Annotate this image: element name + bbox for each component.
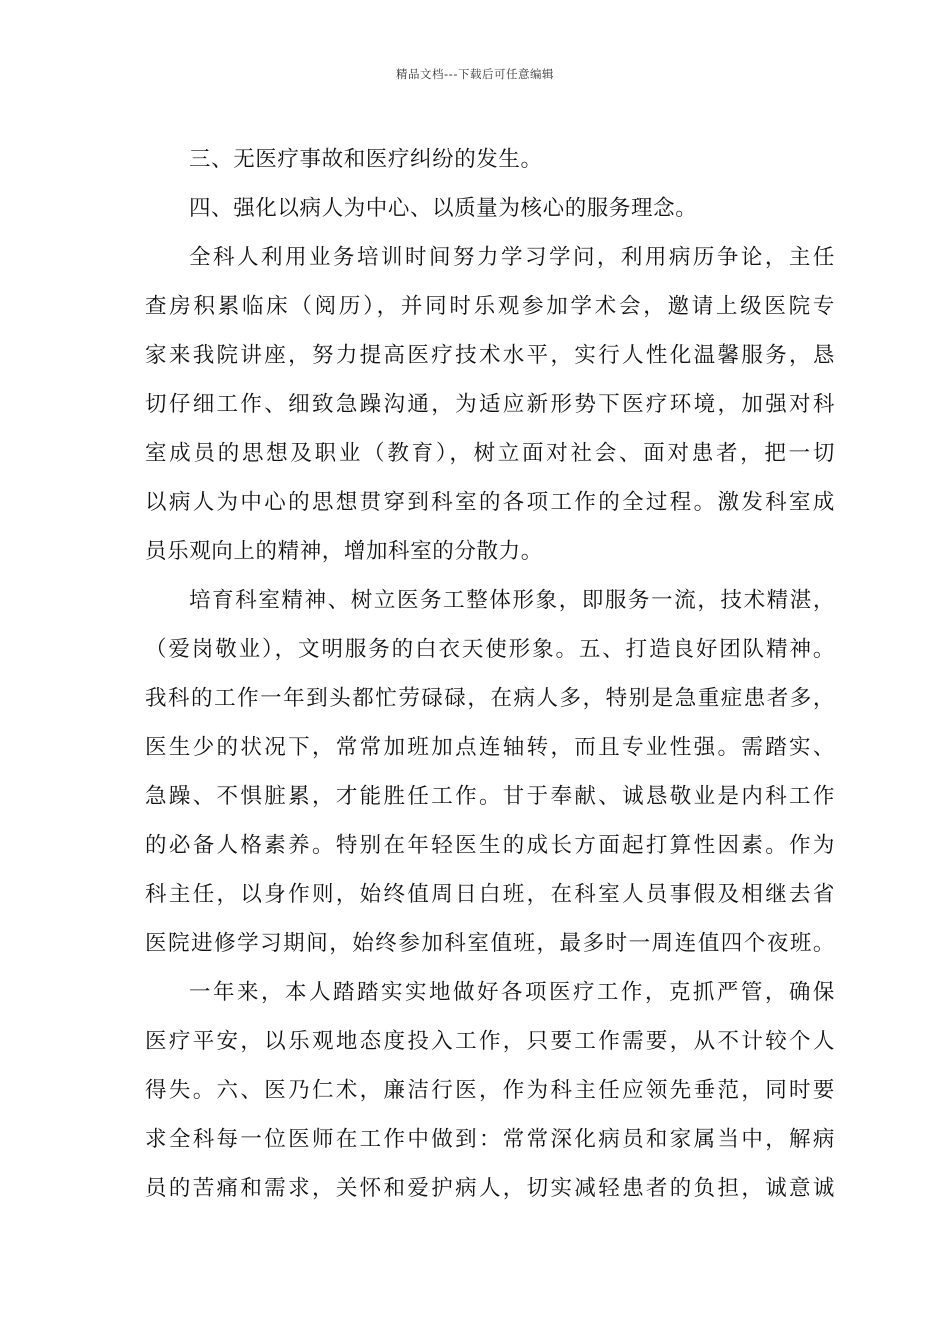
paragraph-4-line-4: 医生少的状况下，常常加班加点连轴转，而且专业性强。需踏实、 — [145, 735, 835, 760]
paragraph-5-line-5: 员的苦痛和需求，关怀和爱护病人，切实减轻患者的负担，诚意诚 — [145, 1176, 835, 1201]
paragraph-4-line-8: 医院进修学习期间，始终参加科室值班，最多时一周连值四个夜班。 — [145, 931, 835, 956]
paragraph-4-line-2: （爱岗敬业），文明服务的白衣天使形象。五、打造良好团队精神。 — [145, 637, 835, 662]
paragraph-4-line-3: 我科的工作一年到头都忙劳碌碌，在病人多，特别是急重症患者多， — [145, 686, 835, 711]
paragraph-3-line-3: 家来我院讲座，努力提高医疗技术水平，实行人性化温馨服务，恳 — [145, 343, 835, 368]
paragraph-4-line-7: 科主任，以身作则，始终值周日白班，在科室人员事假及相继去省 — [145, 882, 835, 907]
paragraph-5-line-3: 得失。六、医乃仁术，廉洁行医，作为科主任应领先垂范，同时要 — [145, 1078, 835, 1103]
paragraph-3-line-5: 室成员的思想及职业（教育），树立面对社会、面对患者，把一切 — [145, 441, 835, 466]
paragraph-4-line-5: 急躁、不惧脏累，才能胜任工作。甘于奉献、诚恳敬业是内科工作 — [145, 784, 835, 809]
paragraph-5-line-2: 医疗平安，以乐观地态度投入工作，只要工作需要，从不计较个人 — [145, 1029, 835, 1054]
paragraph-1-line-1: 三、无医疗事故和医疗纠纷的发生。 — [189, 147, 543, 172]
paragraph-4-line-6: 的必备人格素养。特别在年轻医生的成长方面起打算性因素。作为 — [145, 833, 835, 858]
paragraph-2-line-1: 四、强化以病人为中心、以质量为核心的服务理念。 — [189, 196, 698, 221]
paragraph-3-line-7: 员乐观向上的精神，增加科室的分散力。 — [145, 539, 543, 564]
paragraph-5-line-1: 一年来，本人踏踏实实地做好各项医疗工作，克抓严管，确保 — [189, 980, 835, 1005]
paragraph-3-line-2: 查房积累临床（阅历），并同时乐观参加学术会，邀请上级医院专 — [145, 294, 835, 319]
page-header: 精品文档---下载后可任意编辑 — [396, 67, 554, 81]
paragraph-5-line-4: 求全科每一位医师在工作中做到：常常深化病员和家属当中，解病 — [145, 1127, 835, 1152]
paragraph-4-line-1: 培育科室精神、树立医务工整体形象，即服务一流，技术精湛， — [189, 588, 835, 613]
document-body — [145, 135, 835, 1213]
paragraph-3-line-4: 切仔细工作、细致急躁沟通，为适应新形势下医疗环境，加强对科 — [145, 392, 835, 417]
paragraph-3-line-6: 以病人为中心的思想贯穿到科室的各项工作的全过程。激发科室成 — [145, 490, 835, 515]
paragraph-3-line-1: 全科人利用业务培训时间努力学习学问，利用病历争论，主任 — [189, 245, 835, 270]
